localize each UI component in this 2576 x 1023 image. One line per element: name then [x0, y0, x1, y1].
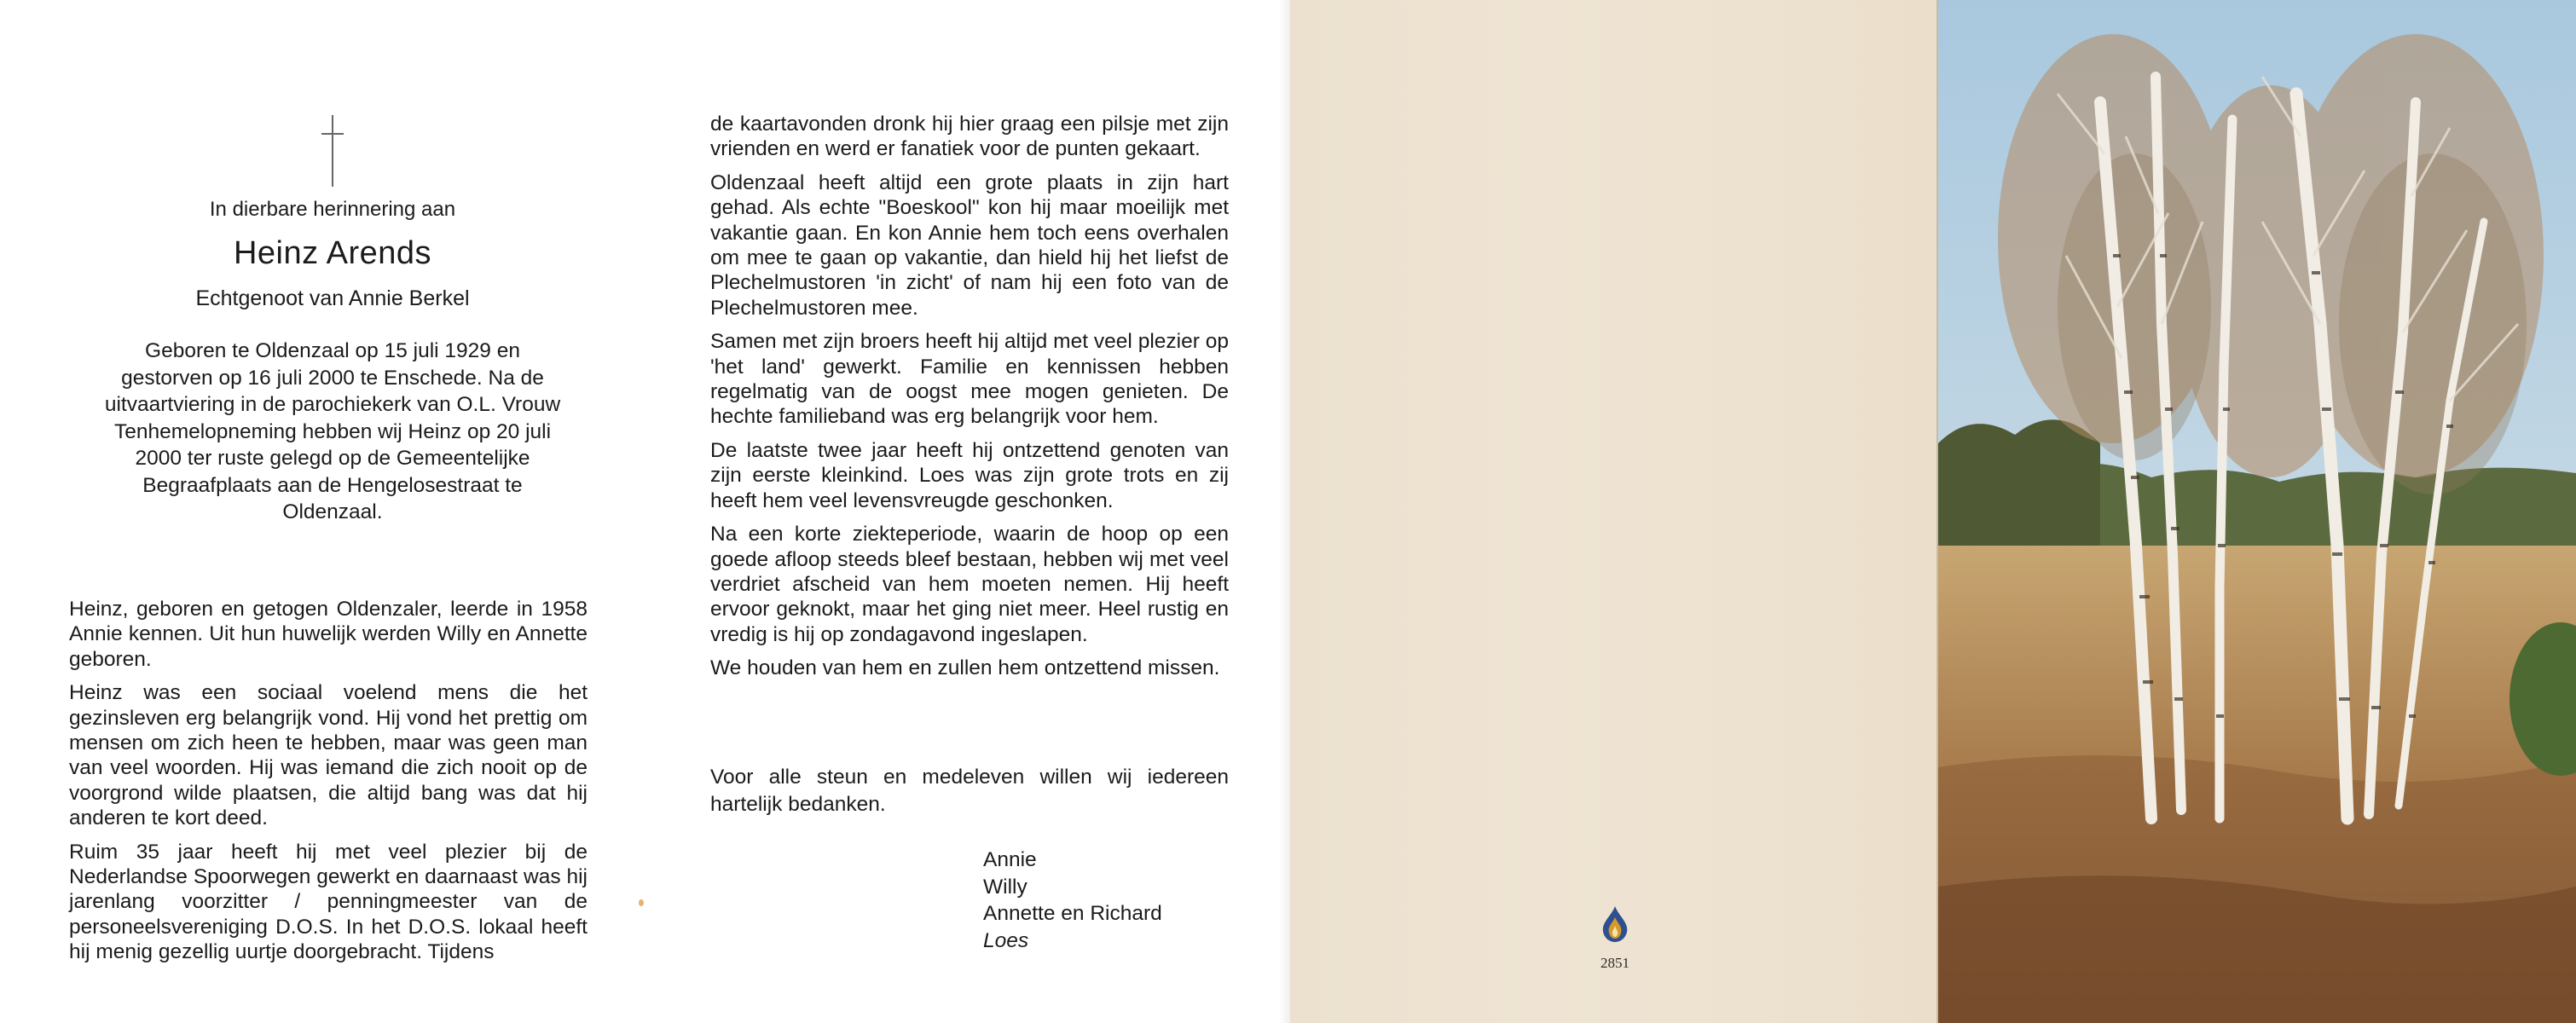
paragraph: de kaartavonden dronk hij hier graag een pilsje met zijn vrienden en werd er fanatiek voor de punten gekaart. [710, 113, 1229, 161]
bio-line: Geboren te Oldenzaal op 15 juli 1929 en [145, 339, 520, 362]
cross-icon-bar [321, 133, 344, 135]
deceased-name: Heinz Arends [233, 235, 431, 271]
bio-line: gestorven op 16 juli 2000 te Enschede. Na de [121, 366, 544, 390]
bio-line: Oldenzaal. [282, 500, 383, 523]
intro-line: In dierbare herinnering aan [209, 198, 456, 221]
bio-line: 2000 ter ruste gelegd op de Gemeentelijke [135, 447, 530, 470]
left-text-column [69, 597, 588, 974]
signature-name: Annie [983, 848, 1037, 871]
paragraph: Heinz was een sociaal voelend mens die het gezinsleven erg belangrijk vond. Hij vond het prettig om mensen om zich heen te hebben, maar was geen man van veel woorden. Hij was iemand die zich nooit op de voorgrond wilde plaatsen, die altijd bang was dat hij anderen te kort deed. [69, 681, 588, 830]
bio-line: Begraafplaats aan de Hengelosestraat te [142, 473, 523, 497]
paper-speck [639, 899, 644, 906]
card-code: 2851 [1601, 955, 1630, 971]
bio-line: Tenhemelopneming hebben wij Heinz op 20 juli [113, 419, 552, 443]
signature-name: Willy [983, 875, 1028, 899]
paragraph: We houden van hem en zullen hem ontzettend missen. [710, 656, 1220, 680]
signature-grandchild: Loes [983, 928, 1029, 952]
paragraph: Na een korte ziekteperiode, waarin de hoop op een goede afloop steeds bleef bestaan, hebben wij met veel verdriet afscheid van hem moeten nemen. Hij heeft ervoor geknokt, maar het ging niet meer. Heel rustig en vredig is hij op zondagavond ingeslapen. [710, 523, 1229, 646]
spouse-line: Echtgenoot van Annie Berkel [195, 286, 470, 310]
paragraph: De laatste twee jaar heeft hij ontzettend genoten van zijn eerste kleinkind. Loes was zijn grote trots en zij heeft hem veel levensvreugde geschonken. [710, 438, 1229, 512]
back-cover [1290, 0, 1938, 1023]
cross-icon [332, 115, 333, 187]
bio-line: uitvaartviering in de parochiekerk van O.L. Vrouw [104, 393, 561, 416]
biography-block [68, 338, 597, 526]
right-text-column [710, 112, 1229, 690]
birch-trees-heath-photo [1938, 0, 2576, 1023]
flame-drop-icon [1601, 905, 1630, 943]
signatures [983, 847, 1162, 954]
paragraph: Heinz, geboren en getogen Oldenzaler, leerde in 1958 Annie kennen. Uit hun huwelijk werden Willy en Annette geboren. [69, 598, 588, 671]
signature-name: Annette en Richard [983, 902, 1162, 925]
paragraph: Ruim 35 jaar heeft hij met veel plezier bij de Nederlandse Spoorwegen gewerkt en daarnaast was hij jarenlang voorzitter / penningmeester van de personeelsvereniging D.O.S. In het D.O.S. lokaal heeft hij menig gezellig uurtje doorgebracht. Tijdens [69, 840, 588, 964]
front-cover-photo [1938, 0, 2576, 1023]
thank-you-note: Voor alle steun en medeleven willen wij iedereen hartelijk bedanken. [710, 766, 1229, 816]
paragraph: Samen met zijn broers heeft hij altijd met veel plezier op 'het land' gewerkt. Familie en kennissen hebben regelmatig van de oogst mee mogen genieten. De hechte familieband was erg belangrijk voor hem. [710, 330, 1229, 429]
paragraph: Oldenzaal heeft altijd een grote plaats in zijn hart gehad. Als echte "Boeskool" kon hij maar moeilijk met vakantie gaan. En kon Annie hem toch eens overhalen om mee te gaan op vakantie, dan hield hij het liefst de Plechelmustoren 'in zicht' of nam hij een foto van de Plechelmustoren mee. [710, 170, 1229, 320]
